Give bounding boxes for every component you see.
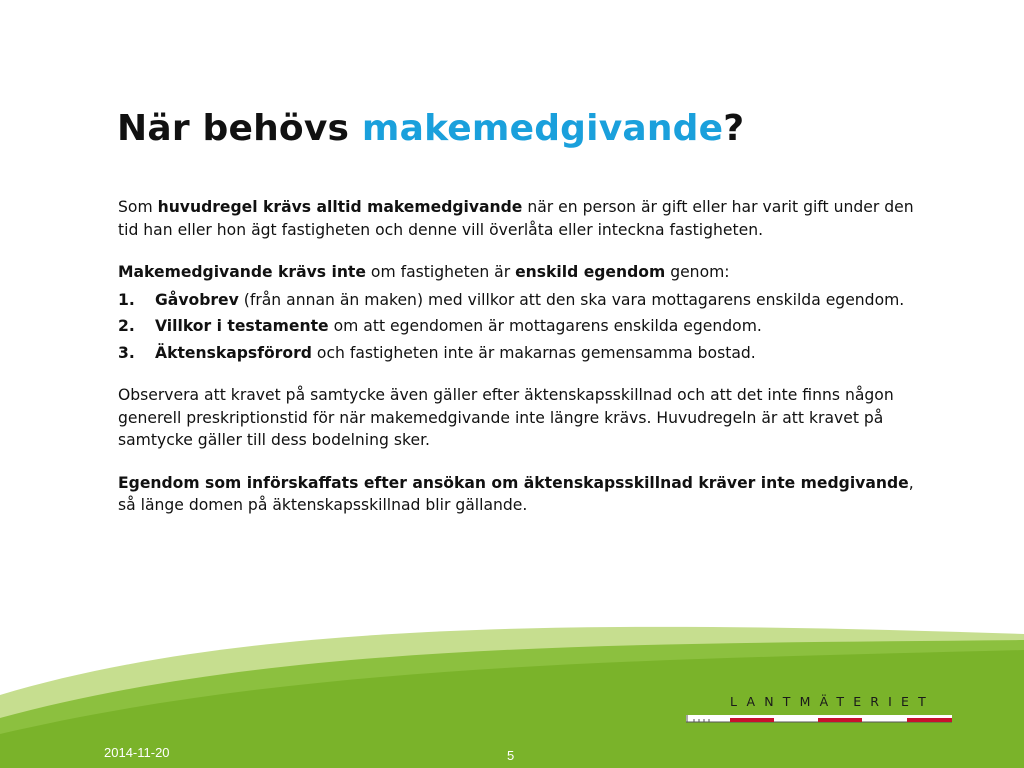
list-number: 2. bbox=[118, 317, 135, 335]
text: och fastigheten inte är makarnas gemensamma bostad. bbox=[311, 343, 756, 362]
logo-ruler-icon bbox=[686, 712, 952, 726]
text: , så länge domen på äktenskapsskillnad blir gällande. bbox=[118, 473, 914, 514]
slide-content bbox=[118, 196, 928, 537]
text: Som bbox=[118, 198, 158, 216]
bold-text: Makemedgivande krävs inte bbox=[118, 263, 366, 281]
text: om att egendomen är mottagarens enskilda egendom. bbox=[328, 317, 762, 335]
list-number: 1. bbox=[118, 290, 135, 309]
footer-date: 2014-11-20 bbox=[104, 745, 170, 760]
list-item bbox=[118, 342, 928, 365]
slide-title bbox=[117, 108, 744, 149]
bold-text: huvudregel krävs alltid makemedgivande bbox=[157, 198, 523, 216]
paragraph-divorce bbox=[118, 472, 928, 517]
lantmateriet-logo bbox=[686, 694, 952, 728]
bold-text: Äktenskapsförord bbox=[155, 343, 312, 362]
bold-text: Egendom som införskaffats efter ansökan om äktenskapsskillnad kräver inte medgivande bbox=[118, 473, 909, 492]
paragraph-exceptions-intro bbox=[118, 261, 928, 284]
paragraph-main-rule bbox=[118, 196, 928, 241]
title-highlight: makemedgivande bbox=[361, 108, 724, 149]
title-prefix: När behövs bbox=[117, 108, 362, 149]
text: om fastigheten är bbox=[365, 263, 516, 281]
page-number: 5 bbox=[507, 748, 515, 763]
exceptions-list bbox=[118, 289, 928, 365]
text: genom: bbox=[665, 263, 730, 281]
green-wave-background bbox=[0, 600, 1024, 768]
list-item bbox=[118, 289, 928, 312]
bold-text: Villkor i testamente bbox=[155, 317, 329, 335]
paragraph-observe: Observera att kravet på samtycke även gäller efter äktenskapsskillnad och att det inte finns någon generell preskriptionstid för när makemedgivande inte längre krävs. Huvudregeln är att kravet på samtycke gäller till dess bodelning sker. bbox=[118, 386, 894, 449]
text: när en person är gift eller har varit gift under den tid han eller hon ägt fastigheten och denne vill överlåta eller inteckna fastigheten. bbox=[118, 198, 914, 239]
text: (från annan än maken) med villkor att den ska vara mottagarens enskilda egendom. bbox=[238, 290, 905, 309]
bold-text: enskild egendom bbox=[515, 263, 666, 281]
title-suffix: ? bbox=[723, 108, 745, 149]
list-number: 3. bbox=[118, 343, 135, 362]
logo-text: LANTMÄTERIET bbox=[730, 694, 935, 709]
list-item bbox=[118, 315, 928, 338]
bold-text: Gåvobrev bbox=[155, 290, 239, 309]
